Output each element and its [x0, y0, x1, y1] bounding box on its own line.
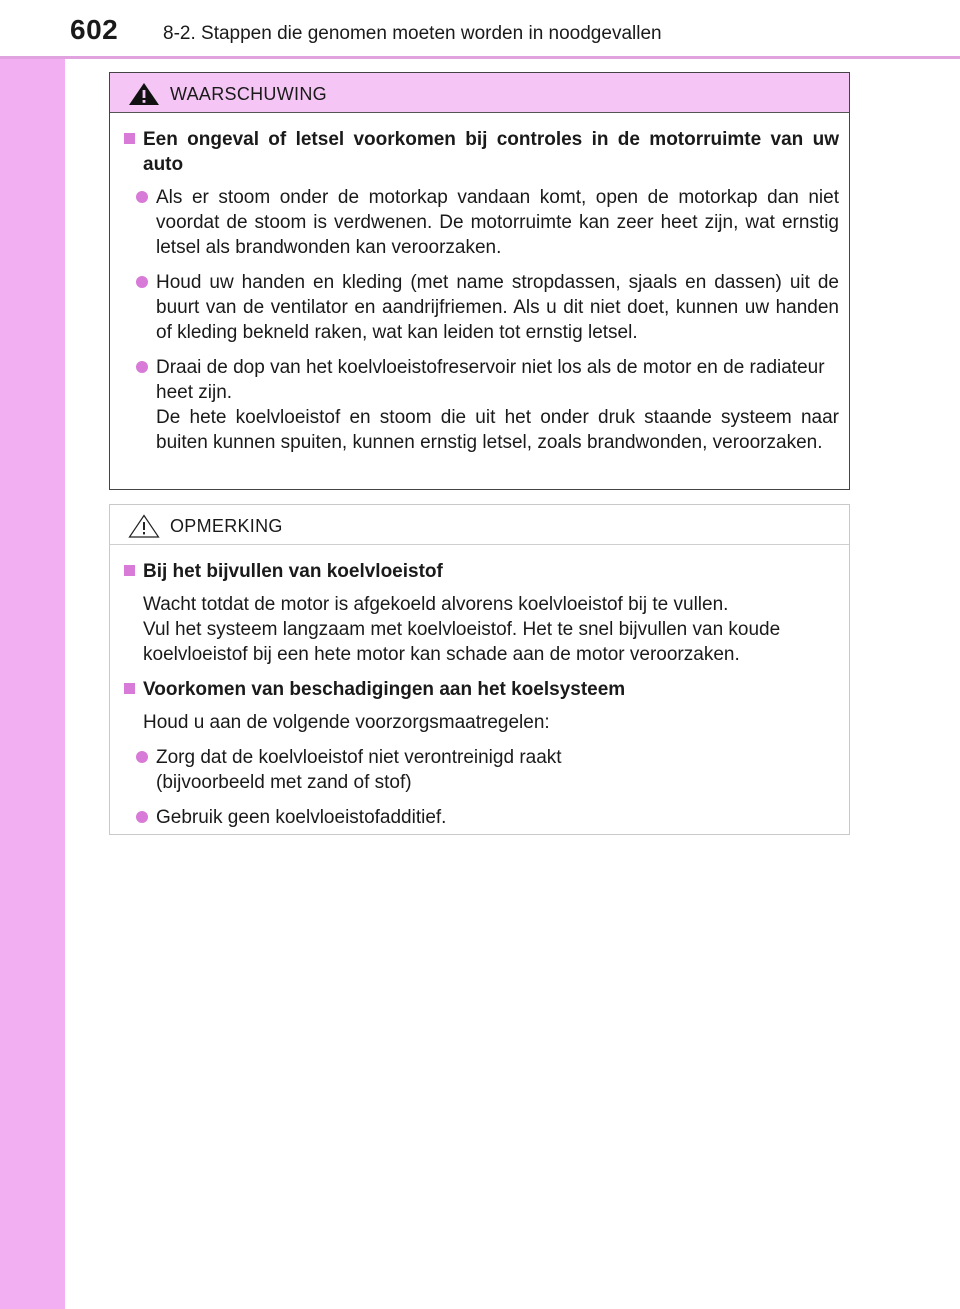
note-box-header: [110, 505, 849, 545]
warning-label: WAARSCHUWING: [170, 84, 327, 104]
round-bullet-icon: [136, 191, 148, 203]
note-label: OPMERKING: [170, 516, 283, 536]
section-title: 8-2. Stappen die genomen moeten worden in noodgevallen: [163, 23, 662, 44]
warning-bullet-text: Houd uw handen en kleding (met name stropdassen, sjaals en dassen) uit de buurt van de ventilator en aandrijfriemen. Als u dit niet doet, kunnen uw handen of kleding bekneld raken, wat kan leiden tot ernstig letsel.: [156, 272, 839, 343]
note-bullet: [136, 745, 839, 795]
warning-heading-text: Een ongeval of letsel voorkomen bij controles in de motorruimte van uw auto: [143, 129, 839, 175]
note-box: [109, 504, 850, 835]
warning-heading: [124, 127, 839, 177]
note-heading: [124, 677, 839, 702]
warning-bullet-text: Draai de dop van het koelvloeistofreservoir niet los als de motor en de radiateur heet zijn.: [156, 357, 825, 403]
note-bullet-text: Gebruik geen koelvloeistofadditief.: [156, 807, 447, 828]
note-paragraph-line: Houd u aan de volgende voorzorgsmaatregelen:: [143, 712, 550, 733]
warning-triangle-outline-icon: [128, 514, 160, 543]
note-heading-text: Voorkomen van beschadigingen aan het koelsysteem: [143, 679, 626, 700]
warning-content: [110, 113, 849, 455]
square-bullet-icon: [124, 133, 135, 144]
note-heading: [124, 559, 839, 584]
warning-bullet-text: Als er stoom onder de motorkap vandaan komt, open de motorkap dan niet voordat de stoom is verdwenen. De motorruimte kan zeer heet zijn, wat ernstig letsel als brandwonden kan veroorzaken.: [156, 187, 839, 258]
header-rule: [0, 56, 960, 59]
warning-box-header: [110, 73, 849, 113]
square-bullet-icon: [124, 683, 135, 694]
warning-bullet-body: [156, 355, 839, 455]
note-paragraph: [143, 710, 839, 735]
round-bullet-icon: [136, 361, 148, 373]
note-bullet: [136, 805, 839, 830]
page-number: 602: [70, 14, 119, 45]
warning-bullet-continuation: De hete koelvloeistof en stoom die uit het onder druk staande systeem naar buiten kunnen spuiten, kunnen ernstig letsel, zoals brandwonden, veroorzaken.: [156, 407, 839, 453]
round-bullet-icon: [136, 811, 148, 823]
note-content: [110, 545, 849, 830]
note-heading-text: Bij het bijvullen van koelvloeistof: [143, 561, 443, 582]
note-paragraph-line: Wacht totdat de motor is afgekoeld alvorens koelvloeistof bij te vullen.: [143, 594, 729, 615]
note-bullet-body: [156, 745, 562, 795]
side-color-bar: [0, 0, 65, 1309]
square-bullet-icon: [124, 565, 135, 576]
round-bullet-icon: [136, 751, 148, 763]
warning-bullet: [136, 355, 839, 455]
note-paragraph-line: Vul het systeem langzaam met koelvloeistof. Het te snel bijvullen van koude koelvloeistof bij een hete motor kan schade aan de motor veroorzaken.: [143, 619, 781, 665]
note-bullet-text: Zorg dat de koelvloeistof niet verontreinigd raakt: [156, 747, 562, 768]
warning-triangle-filled-icon: [128, 82, 160, 111]
warning-box: [109, 72, 850, 490]
warning-bullet: [136, 270, 839, 345]
note-paragraph: [143, 592, 839, 667]
note-bullet-text: (bijvoorbeeld met zand of stof): [156, 772, 412, 793]
round-bullet-icon: [136, 276, 148, 288]
warning-bullet: [136, 185, 839, 260]
